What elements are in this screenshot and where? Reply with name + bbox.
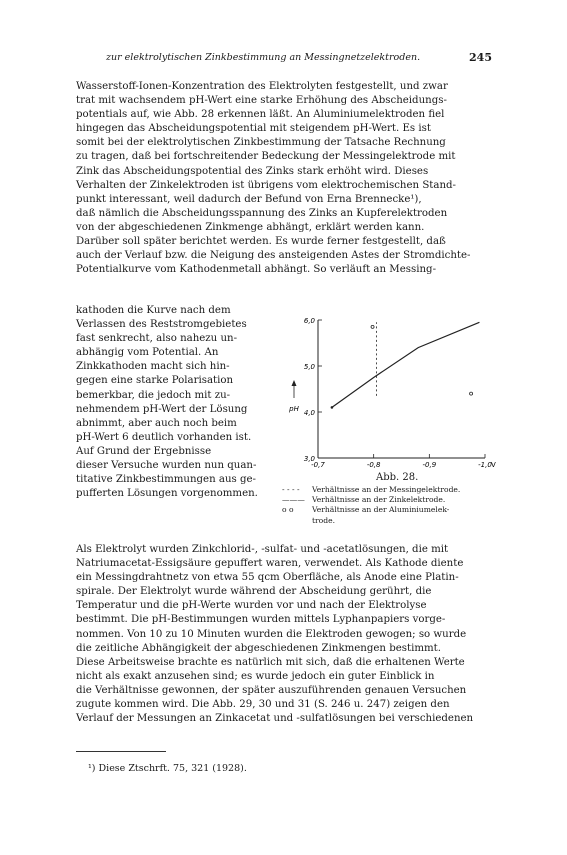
text-line: somit bei der elektrolytischen Zinkbestimmung der Tatsache Rechnung (76, 137, 446, 149)
x-tick-label: -0,9 (422, 461, 437, 469)
text-line: Verlauf der Messungen an Zinkacetat und -sulfatlösungen bei verschiedenen (76, 713, 474, 725)
y-tick-label: 6,0 (303, 317, 315, 325)
text-line: nehmendem pH-Wert der Lösung (76, 403, 248, 415)
running-title: zur elektrolytischen Zinkbestimmung an Messingnetzelektroden. (106, 52, 421, 63)
x-tick-label: -0,7 (311, 461, 325, 469)
paragraph-left (76, 304, 272, 501)
text-line: Temperatur und die pH-Werte wurden vor und nach der Elektrolyse (76, 600, 427, 612)
y-axis-arrowhead (292, 380, 297, 386)
text-line: Zink das Abscheidungspotential des Zinks stark erhöht wird. Dieses (76, 165, 429, 177)
legend-entry (282, 485, 460, 495)
text-line: hingegen das Abscheidungspotential mit steigendem pH-Wert. Es ist (76, 123, 431, 135)
text-line: nommen. Von 10 zu 10 Minuten wurden die Elektroden gewogen; so wurde (76, 628, 467, 640)
legend-text: Verhältnisse an der Aluminiumelek- (312, 505, 450, 515)
text-line: abhängig vom Potential. An (76, 347, 219, 359)
text-line: gegen eine starke Polarisation (76, 375, 234, 387)
figure-legend (282, 485, 460, 526)
legend-entry (282, 495, 460, 505)
x-tick-label: -0,8 (366, 461, 381, 469)
text-line: Darüber soll später berichtet werden. Es wurde ferner festgestellt, daß (76, 236, 446, 248)
text-line: trat mit wachsendem pH-Wert eine starke Erhöhung des Abscheidungs- (76, 95, 447, 107)
text-line: von der abgeschiedenen Zinkmenge abhängt, erklärt werden kann. (76, 221, 425, 233)
footnote-rule (76, 751, 166, 752)
y-tick-label: 3,0 (303, 455, 315, 463)
text-line: Zinkkathoden macht sich hin- (76, 361, 230, 373)
figure-abb-28 (280, 310, 495, 475)
legend-text: trode. (312, 515, 336, 525)
legend-text: Verhältnisse an der Messingelektrode. (312, 485, 461, 494)
text-line: auch der Verlauf bzw. die Neigung des ansteigenden Astes der Stromdichte- (76, 250, 471, 262)
text-line: dieser Versuche wurden nun quan- (76, 460, 257, 472)
x-axis-label: V (491, 461, 496, 469)
footnote: ¹) Diese Ztschrft. 75, 321 (1928). (88, 763, 247, 774)
legend-symbol: ——— (282, 495, 305, 505)
text-line: zugute kommen wird. Die Abb. 29, 30 und 31 (S. 246 u. 247) zeigen den (76, 699, 450, 711)
page-number: 245 (469, 51, 492, 64)
y-tick-label: 5,0 (303, 363, 315, 371)
text-line: die zeitliche Abhängigkeit der abgeschiedenen Zinkmengen bestimmt. (76, 642, 441, 654)
text-line: daß nämlich die Abscheidungsspannung des Zinks an Kupferelektroden (76, 207, 448, 219)
y-tick-label: 4,0 (303, 409, 315, 417)
legend-symbol: o o (282, 505, 294, 515)
zinc-curve (332, 322, 480, 407)
running-header (76, 52, 492, 66)
text-line: ein Messingdrahtnetz von etwa 55 qcm Oberfläche, als Anode eine Platin- (76, 572, 459, 584)
y-axis-label: pH (289, 405, 299, 413)
text-line: spirale. Der Elektrolyt wurde während der Abscheidung gerührt, die (76, 586, 432, 598)
text-line: punkt interessant, weil dadurch der Befund von Erna Brennecke¹), (76, 193, 422, 205)
text-line: pH-Wert 6 deutlich vorhanden ist. (76, 431, 252, 443)
text-line: zu tragen, daß bei fortschreitender Bedeckung der Messingelektrode mit (76, 151, 456, 163)
text-line: fast senkrecht, also nahezu un- (76, 333, 238, 345)
legend-symbol: - - - - (282, 485, 300, 494)
legend-entry (282, 516, 460, 526)
text-line: pufferten Lösungen vorgenommen. (76, 488, 258, 500)
figure-caption: Abb. 28. (376, 472, 419, 483)
text-line: bemerkbar, die jedoch mit zu- (76, 389, 231, 401)
text-line: abnimmt, aber auch noch beim (76, 417, 237, 429)
text-line: Auf Grund der Ergebnisse (76, 445, 212, 457)
text-line: Als Elektrolyt wurden Zinkchlorid-, -sulfat- und -acetatlösungen, die mit (76, 544, 449, 555)
text-line: kathoden die Kurve nach dem (76, 305, 231, 316)
aluminium-marker (371, 325, 374, 328)
text-line: Diese Arbeitsweise brachte es natürlich mit sich, daß die erhaltenen Werte (76, 656, 465, 668)
text-line: Natriumacetat-Essigsäure gepuffert waren, verwendet. Als Kathode diente (76, 558, 464, 570)
x-tick-label: -1,0 (478, 461, 492, 469)
zinc-curve-start-point (331, 406, 334, 409)
text-line: Wasserstoff-Ionen-Konzentration des Elektrolyten festgestellt, und zwar (76, 81, 448, 92)
paragraph-top (76, 80, 492, 277)
text-line: potentials auf, wie Abb. 28 erkennen läßt. An Aluminiumelektroden fiel (76, 109, 445, 121)
text-line: Verlassen des Reststromgebietes (76, 319, 247, 331)
text-line: bestimmt. Die pH-Bestimmungen wurden mittels Lyphanpapiers vorge- (76, 614, 446, 626)
legend-text: Verhältnisse an der Zinkelektrode. (312, 495, 446, 505)
legend-entry (282, 505, 460, 515)
aluminium-marker (470, 392, 473, 395)
text-line: die Verhältnisse gewonnen, der später auszuführenden genauen Versuchen (76, 684, 467, 696)
text-line: titative Zinkbestimmungen aus ge- (76, 474, 256, 486)
text-line: nicht als exakt anzusehen sind; es wurde jedoch ein guter Einblick in (76, 670, 435, 682)
paragraph-bottom (76, 543, 492, 726)
text-line: Potentialkurve vom Kathodenmetall abhängt. So verläuft an Messing- (76, 264, 437, 276)
text-line: Verhalten der Zinkelektroden ist übrigens vom elektrochemischen Stand- (76, 179, 456, 191)
